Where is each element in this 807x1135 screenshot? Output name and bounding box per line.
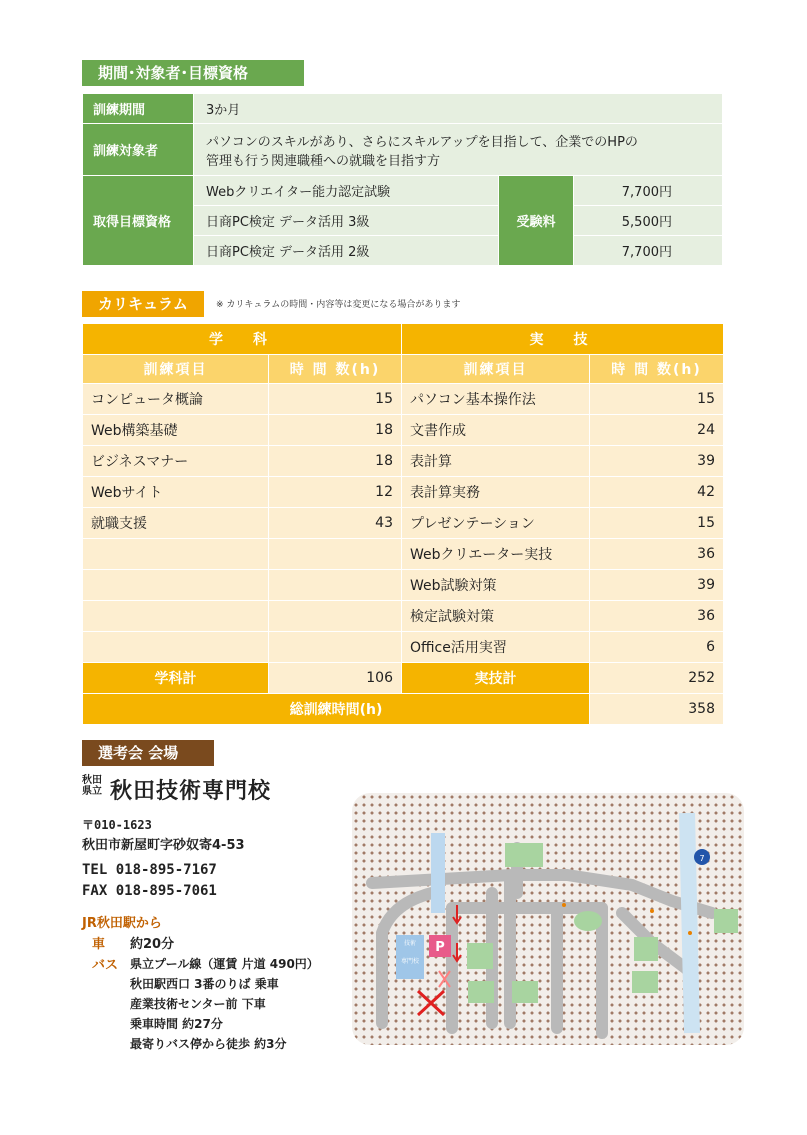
table-row bbox=[83, 539, 724, 570]
qual-label: 取得目標資格 bbox=[83, 176, 194, 266]
table-row bbox=[83, 508, 724, 539]
curriculum-section-header: カリキュラム bbox=[82, 291, 204, 317]
practice-item-header: 訓練項目 bbox=[402, 355, 590, 384]
theory-item-empty bbox=[83, 601, 269, 632]
prefix-top: 秋田 bbox=[82, 775, 102, 786]
bus-lines bbox=[130, 954, 319, 1054]
bus-line: 産業技術センター前 下車 bbox=[130, 997, 266, 1011]
bus-line: 最寄りバス停から徒歩 約3分 bbox=[130, 1037, 287, 1051]
school-prefix bbox=[82, 775, 102, 797]
theory-hours-empty bbox=[269, 539, 402, 570]
map-parking: P bbox=[435, 940, 445, 955]
access-title: JR秋田駅から bbox=[82, 916, 162, 931]
practice-hours: 15 bbox=[590, 508, 724, 539]
bus-line: 秋田駅西口 3番のりば 乗車 bbox=[130, 977, 279, 991]
theory-hours-empty bbox=[269, 570, 402, 601]
qual-fee: 7,700円 bbox=[574, 236, 723, 266]
car-value: 約20分 bbox=[130, 937, 175, 952]
practice-item: プレゼンテーション bbox=[402, 508, 590, 539]
practice-hours: 39 bbox=[590, 446, 724, 477]
theory-item: Web構築基礎 bbox=[83, 415, 269, 446]
theory-hours-empty bbox=[269, 632, 402, 663]
practice-hours-header: 時 間 数(h) bbox=[590, 355, 724, 384]
practice-item: 検定試験対策 bbox=[402, 601, 590, 632]
qual-name: 日商PC検定 データ活用 3級 bbox=[194, 206, 499, 236]
bus-label: バス bbox=[92, 958, 119, 973]
table-row bbox=[83, 632, 724, 663]
practice-hours: 36 bbox=[590, 539, 724, 570]
theory-hours: 18 bbox=[269, 415, 402, 446]
theory-hours-header: 時 間 数(h) bbox=[269, 355, 402, 384]
theory-item: Webサイト bbox=[83, 477, 269, 508]
map-roads bbox=[352, 793, 744, 1045]
theory-item: コンピュータ概論 bbox=[83, 384, 269, 415]
subtotal-row bbox=[83, 663, 724, 694]
qual-fee: 5,500円 bbox=[574, 206, 723, 236]
practice-hours: 36 bbox=[590, 601, 724, 632]
prefix-bottom: 県立 bbox=[82, 786, 102, 797]
practice-hours: 6 bbox=[590, 632, 724, 663]
practice-item: パソコン基本操作法 bbox=[402, 384, 590, 415]
theory-hours: 43 bbox=[269, 508, 402, 539]
practice-hours: 42 bbox=[590, 477, 724, 508]
curriculum-note: ※ カリキュラムの時間・内容等は変更になる場合があります bbox=[216, 300, 461, 310]
theory-hours: 15 bbox=[269, 384, 402, 415]
table-row bbox=[83, 446, 724, 477]
theory-hours: 18 bbox=[269, 446, 402, 477]
theory-item-empty bbox=[83, 570, 269, 601]
practice-header: 実 技 bbox=[402, 324, 724, 355]
theory-item-header: 訓練項目 bbox=[83, 355, 269, 384]
venue-section-header: 選考会 会場 bbox=[82, 740, 214, 766]
table-row bbox=[83, 601, 724, 632]
theory-hours-empty bbox=[269, 601, 402, 632]
practice-item: Webクリエーター実技 bbox=[402, 539, 590, 570]
grand-total-row bbox=[83, 694, 724, 725]
period-label: 訓練期間 bbox=[83, 94, 194, 124]
target-label: 訓練対象者 bbox=[83, 124, 194, 176]
grand-total-label: 総訓練時間(h) bbox=[83, 694, 590, 725]
qual-name: Webクリエイター能力認定試験 bbox=[194, 176, 499, 206]
table-row bbox=[83, 477, 724, 508]
target-value bbox=[194, 124, 723, 176]
theory-item-empty bbox=[83, 632, 269, 663]
practice-hours: 24 bbox=[590, 415, 724, 446]
car-label: 車 bbox=[92, 937, 106, 952]
fax: FAX 018-895-7061 bbox=[82, 883, 217, 899]
school-name: 秋田技術専門校 bbox=[110, 779, 272, 804]
practice-item: 文書作成 bbox=[402, 415, 590, 446]
table-row bbox=[83, 384, 724, 415]
target-line-1: パソコンのスキルがあり、さらにスキルアップを目指して、企業でのHPの bbox=[206, 134, 638, 150]
table-row bbox=[83, 570, 724, 601]
theory-hours: 12 bbox=[269, 477, 402, 508]
practice-total-label: 実技計 bbox=[402, 663, 590, 694]
theory-item: ビジネスマナー bbox=[83, 446, 269, 477]
practice-total: 252 bbox=[590, 663, 724, 694]
practice-hours: 39 bbox=[590, 570, 724, 601]
qual-fee: 7,700円 bbox=[574, 176, 723, 206]
bus-line: 乗車時間 約27分 bbox=[130, 1017, 223, 1031]
practice-item: 表計算実務 bbox=[402, 477, 590, 508]
exam-fee-label: 受験料 bbox=[499, 176, 574, 266]
target-line-2: 管理も行う関連職種への就職を目指す方 bbox=[206, 153, 441, 169]
period-value: 3か月 bbox=[194, 94, 723, 124]
practice-item: Web試験対策 bbox=[402, 570, 590, 601]
map-label-school: 技術 bbox=[403, 940, 417, 947]
table-row bbox=[83, 415, 724, 446]
theory-total: 106 bbox=[269, 663, 402, 694]
svg-text:専門校: 専門校 bbox=[400, 958, 420, 965]
qual-name: 日商PC検定 データ活用 2級 bbox=[194, 236, 499, 266]
postal-code: 〒010-1623 bbox=[82, 818, 152, 832]
practice-hours: 15 bbox=[590, 384, 724, 415]
bus-line: 県立プール線（運賃 片道 490円） bbox=[130, 957, 319, 971]
theory-item: 就職支援 bbox=[83, 508, 269, 539]
tel: TEL 018-895-7167 bbox=[82, 862, 217, 878]
practice-item: 表計算 bbox=[402, 446, 590, 477]
map-route-7: 7 bbox=[699, 854, 705, 863]
theory-header: 学 科 bbox=[83, 324, 402, 355]
address: 秋田市新屋町字砂奴寄4-53 bbox=[82, 838, 245, 853]
curriculum-table bbox=[82, 323, 724, 725]
info-table bbox=[82, 93, 723, 266]
period-section-header: 期間･対象者･目標資格 bbox=[82, 60, 304, 86]
grand-total: 358 bbox=[590, 694, 724, 725]
practice-item: Office活用実習 bbox=[402, 632, 590, 663]
theory-total-label: 学科計 bbox=[83, 663, 269, 694]
theory-item-empty bbox=[83, 539, 269, 570]
